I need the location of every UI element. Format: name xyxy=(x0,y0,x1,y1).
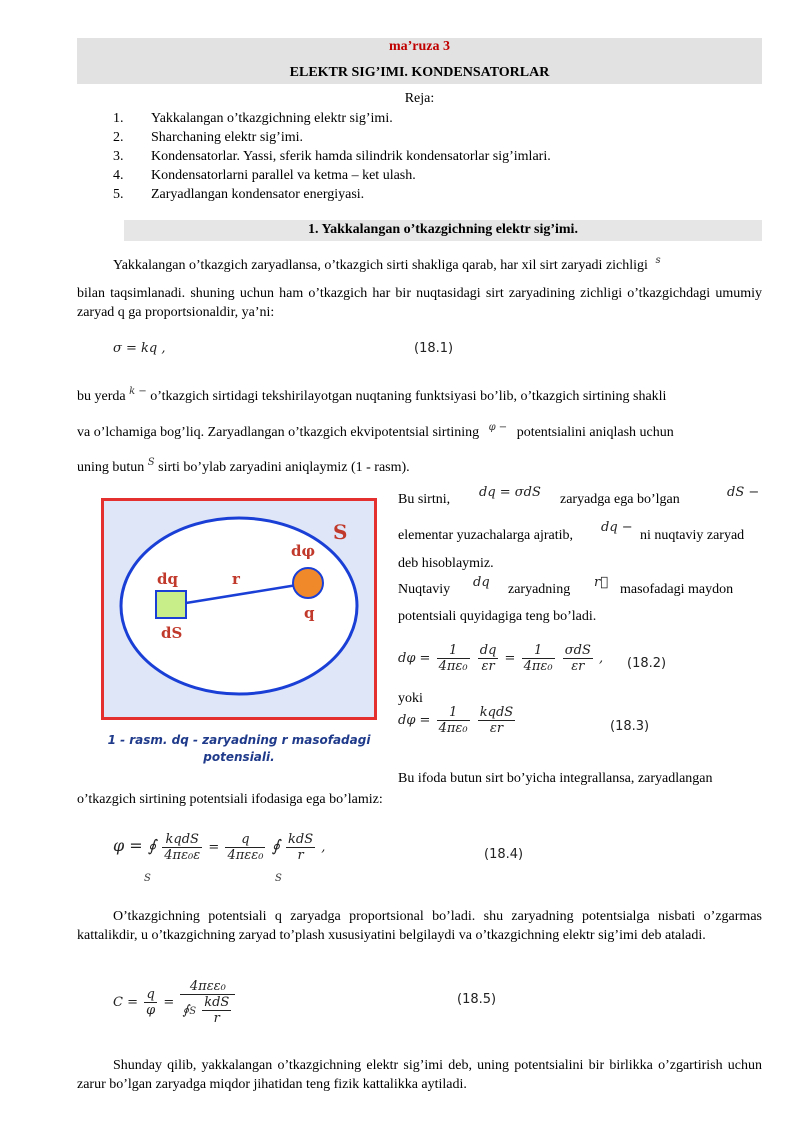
plan-item-number: 3. xyxy=(113,149,124,164)
eq-fraction xyxy=(144,987,157,1018)
right-text-r1a: Bu sirtni, xyxy=(398,492,451,507)
equation-18-2 xyxy=(398,643,603,674)
eq-denominator: φ xyxy=(146,1003,156,1018)
plan-item xyxy=(113,168,416,184)
right-text-r4a: Nuqtaviy xyxy=(398,582,451,597)
paragraph-text: bu yerda xyxy=(77,389,126,404)
symbol-S: S xyxy=(147,457,155,468)
eq-lhs: C = xyxy=(113,995,138,1010)
paragraph-3-line2: o’tkazgich sirtining potentsiali ifodasiga ega bo’lamiz: xyxy=(77,792,383,807)
eq-denominator: 4πε₀ xyxy=(523,659,553,674)
paragraph-text: sirti bo’ylab zaryadini aniqlaymiz (1 - rasm). xyxy=(158,460,410,475)
paragraph-text: Yakkalangan o’tkazgich zaryadlansa, o’tkazgich sirti shakliga qarab, har xil sirt zaryadi zichligi xyxy=(113,258,648,273)
right-text-r3: deb hisoblaymiz. xyxy=(398,556,494,571)
plan-item-text: Sharchaning elektr sig’imi. xyxy=(151,130,304,145)
surface-element-square xyxy=(156,591,186,618)
eq-numerator: kqdS xyxy=(479,705,514,720)
eq-lhs: dφ = xyxy=(398,713,431,728)
eq-lhs: dφ = xyxy=(398,651,431,666)
eq-denominator: 4πε₀ε xyxy=(164,848,201,863)
eq-denominator: εr xyxy=(571,659,585,674)
eq-denominator xyxy=(180,995,235,1026)
right-text-r5: potentsiali quyidagiga teng bo’ladi. xyxy=(398,609,597,624)
equation-18-4 xyxy=(113,832,325,863)
paragraph-text: o’tkazgich sirtidagi tekshirilayotgan nuqtaning funktsiyasi bo’lib, o’tkazgich sirtining shakli xyxy=(150,389,667,404)
plan-heading: Reja: xyxy=(404,91,435,106)
paragraph-2-line3 xyxy=(77,458,762,478)
eq-numerator: 1 xyxy=(522,643,555,659)
eq-denominator: 4πεε₀ xyxy=(227,848,264,863)
plan-item xyxy=(113,187,364,203)
equation-number: (18.1) xyxy=(414,341,454,356)
eq-numerator: kqdS xyxy=(162,832,202,848)
eq-denominator: r xyxy=(297,848,304,863)
paragraph-text: uning butun xyxy=(77,460,145,475)
figure-conductor-diagram xyxy=(101,498,377,720)
eq-integral: ∮ xyxy=(182,1003,190,1018)
symbol-dq: dq xyxy=(473,575,490,590)
right-text-r4c: masofadagi maydon xyxy=(620,582,734,597)
eq-sign: = xyxy=(163,995,175,1010)
right-text-r4b: zaryadning xyxy=(508,582,571,597)
label-dS: dS xyxy=(161,624,183,642)
plan-item xyxy=(113,130,303,146)
plan-item-number: 4. xyxy=(113,168,124,183)
eq-fraction xyxy=(563,643,593,674)
plan-item-text: Kondensatorlarni parallel va ketma – ket ulash. xyxy=(151,168,416,183)
label-S: S xyxy=(333,520,348,544)
eq-numerator: σdS xyxy=(564,643,591,658)
paragraph-1-line1 xyxy=(77,256,762,276)
eq-fraction xyxy=(286,832,315,863)
eq-numerator: 1 xyxy=(437,705,470,721)
equation-number: (18.2) xyxy=(627,656,667,671)
symbol-r-vector: r⃗ xyxy=(594,575,609,590)
symbol-dq-eq: dq = σdS xyxy=(479,485,541,500)
label-dphi: dφ xyxy=(291,542,316,560)
plan-item-text: Yakkalangan o’tkazgichning elektr sig’imi. xyxy=(151,111,393,126)
paragraph-1-body: bilan taqsimlanadi. shuning uchun ham o’tkazgich har bir nuqtasidagi sirt zaryadining zichligi o’tkazgichdagi umumiy zaryad q ga proportsionaldir, ya’ni: xyxy=(77,286,762,320)
paragraph-text: potentsialini aniqlash uchun xyxy=(516,425,674,440)
plan-item xyxy=(113,111,393,127)
equation-number: (18.5) xyxy=(457,992,497,1007)
eq-numerator: dq xyxy=(479,643,497,658)
paragraph-3-line1: Bu ifoda butun sirt bo’yicha integrallansa, zaryadlangan xyxy=(398,771,713,786)
label-dq: dq xyxy=(157,570,178,588)
eq-subscript: S xyxy=(275,873,282,884)
eq-fraction xyxy=(202,995,231,1026)
eq-numerator: kdS xyxy=(288,832,314,847)
eq-numerator: kdS xyxy=(204,995,230,1010)
lecture-number: ma’ruza 3 xyxy=(388,39,451,54)
word-yoki: yoki xyxy=(398,691,423,706)
eq-denominator: r xyxy=(213,1011,220,1026)
eq-fraction xyxy=(437,643,470,674)
plan-item xyxy=(113,149,551,165)
equation-18-3 xyxy=(398,705,517,736)
symbol-k: k − xyxy=(129,386,147,397)
eq-denominator: 4πε₀ xyxy=(438,659,468,674)
plan-item-text: Zaryadlangan kondensator energiyasi. xyxy=(151,187,365,202)
eq-subscript: S xyxy=(144,873,151,884)
eq-lhs: φ = ∮ xyxy=(113,836,157,855)
eq-fraction xyxy=(437,705,470,736)
paragraph-text: va o’lchamiga bog’liq. Zaryadlangan o’tkazgich ekvipotentsial sirtining xyxy=(77,425,480,440)
eq-tail: , xyxy=(321,840,326,855)
plan-item-number: 1. xyxy=(113,111,124,126)
eq-fraction xyxy=(180,979,235,1026)
right-text-r1b: zaryadga ega bo’lgan xyxy=(560,492,680,507)
eq-fraction xyxy=(478,705,515,736)
eq-numerator: 4πεε₀ xyxy=(180,979,235,995)
eq-tail: , xyxy=(599,651,604,666)
eq-denominator: εr xyxy=(481,659,495,674)
symbol-phi: φ − xyxy=(488,422,508,433)
paragraph-2-line2 xyxy=(77,423,762,443)
section-title: 1. Yakkalangan o’tkazgichning elektr sig’imi. xyxy=(308,222,578,237)
symbol-sigma: s xyxy=(655,255,661,266)
eq-numerator: 1 xyxy=(437,643,470,659)
eq-integral: ∮ xyxy=(271,836,280,855)
equation-18-5 xyxy=(113,979,237,1026)
paragraph-2-line1 xyxy=(77,387,762,407)
eq-sign: = xyxy=(208,840,220,855)
symbol-dq-dash: dq − xyxy=(601,520,633,535)
eq-subscript: S xyxy=(189,1006,197,1017)
eq-fraction xyxy=(522,643,555,674)
eq-fraction xyxy=(478,643,499,674)
eq-fraction xyxy=(162,832,202,863)
figure-caption-line1: 1 - rasm. dq - zaryadning r masofadagi xyxy=(107,733,371,747)
eq-fraction xyxy=(225,832,265,863)
plan-item-number: 5. xyxy=(113,187,124,202)
page-title: ELEKTR SIG’IMI. KONDENSATORLAR xyxy=(289,65,550,80)
right-text-r2a: elementar yuzachalarga ajratib, xyxy=(398,528,574,543)
equation-number: (18.4) xyxy=(484,847,524,862)
eq-sign: = xyxy=(504,651,516,666)
plan-item-text: Kondensatorlar. Yassi, sferik hamda silindrik kondensatorlar sig’imlari. xyxy=(151,149,551,164)
figure-caption-line2: potensiali. xyxy=(203,750,275,764)
eq-numerator: q xyxy=(144,987,157,1003)
eq-denominator: εr xyxy=(489,721,504,736)
right-text-r2b: ni nuqtaviy zaryad xyxy=(640,528,745,543)
paragraph-5: Shunday qilib, yakkalangan o’tkazgichning elektr sig’imi deb, uning potentsialini bir birlikka o’zgartirish uchun zarur bo’lgan zaryadga miqdor jihatidan teng fizik kattalikka aytiladi. xyxy=(77,1058,762,1092)
eq-numerator: q xyxy=(225,832,265,848)
label-r: r xyxy=(232,570,240,588)
label-q: q xyxy=(304,604,315,622)
equation-18-1: σ = kq , xyxy=(113,341,166,356)
equation-number: (18.3) xyxy=(610,719,650,734)
paragraph-4: O’tkazgichning potentsiali q zaryadga proportsional bo’ladi. shu zaryadning potentsialga nisbati o’zgarmas kattalikdir, u o’tkazgichning zaryad to’plash xususiyatini belgilaydi va o’tkazgichning elektr sig’imi deb ataladi. xyxy=(77,909,762,943)
plan-item-number: 2. xyxy=(113,130,124,145)
point-charge-circle xyxy=(293,568,323,598)
eq-denominator: 4πε₀ xyxy=(438,721,468,736)
symbol-dS: dS − xyxy=(727,485,760,500)
